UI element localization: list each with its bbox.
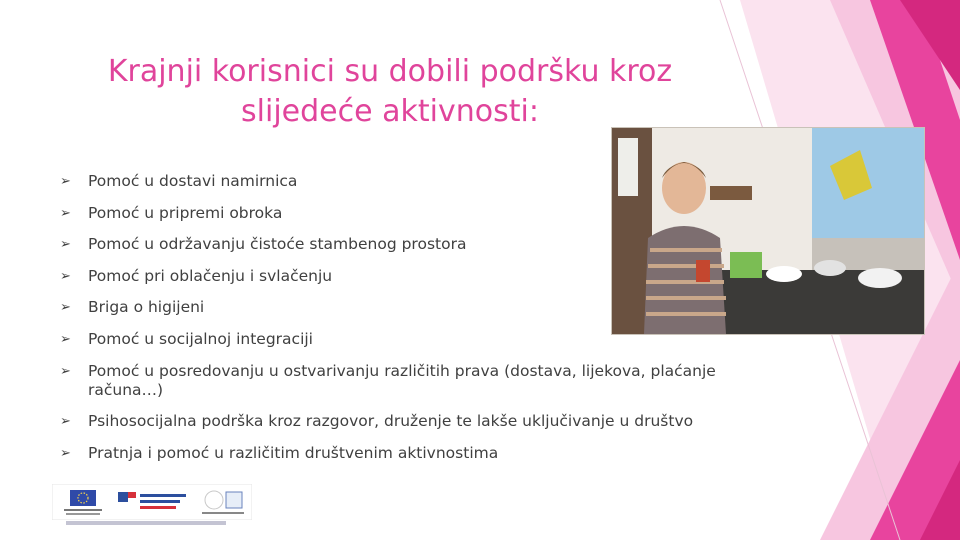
arrow-bullet-icon: ➢ bbox=[60, 363, 71, 379]
arrow-bullet-icon: ➢ bbox=[60, 414, 71, 430]
list-item: ➢ Pomoć pri oblačenju i svlačenju bbox=[60, 266, 333, 285]
slide-title: Krajnji korisnici su dobili podršku kroz slijedeće aktivnosti: bbox=[107, 54, 673, 129]
arrow-bullet-icon: ➢ bbox=[60, 445, 71, 461]
arrow-bullet-icon: ➢ bbox=[60, 205, 71, 221]
funding-logos bbox=[52, 484, 252, 520]
funding-caption bbox=[66, 521, 226, 525]
list-item: ➢ Pomoć u socijalnoj integraciji bbox=[60, 329, 313, 348]
list-item: ➢ Pratnja i pomoć u različitim društvenim aktivnostima bbox=[60, 443, 499, 462]
list-item: ➢ Briga o higijeni bbox=[60, 298, 205, 317]
arrow-bullet-icon: ➢ bbox=[60, 237, 71, 253]
list-item: ➢ Pomoć u održavanju čistoće stambenog prostora bbox=[60, 235, 467, 254]
arrow-bullet-icon: ➢ bbox=[60, 300, 71, 316]
kitchen-photo bbox=[612, 128, 924, 334]
arrow-bullet-icon: ➢ bbox=[60, 174, 71, 189]
list-item: ➢ Pomoć u dostavi namirnica bbox=[60, 172, 298, 190]
list-item: ➢ Psihosocijalna podrška kroz razgovor, druženje te lakše uključivanje u društvo bbox=[60, 412, 694, 431]
list-item: ➢ Pomoć u pripremi obroka bbox=[60, 203, 283, 222]
arrow-bullet-icon: ➢ bbox=[60, 331, 71, 347]
list-item: ➢ Pomoć u posredovanju u ostvarivanju različitih prava (dostava, lijekova, plaćanje računa…) bbox=[60, 361, 716, 399]
arrow-bullet-icon: ➢ bbox=[60, 268, 71, 284]
